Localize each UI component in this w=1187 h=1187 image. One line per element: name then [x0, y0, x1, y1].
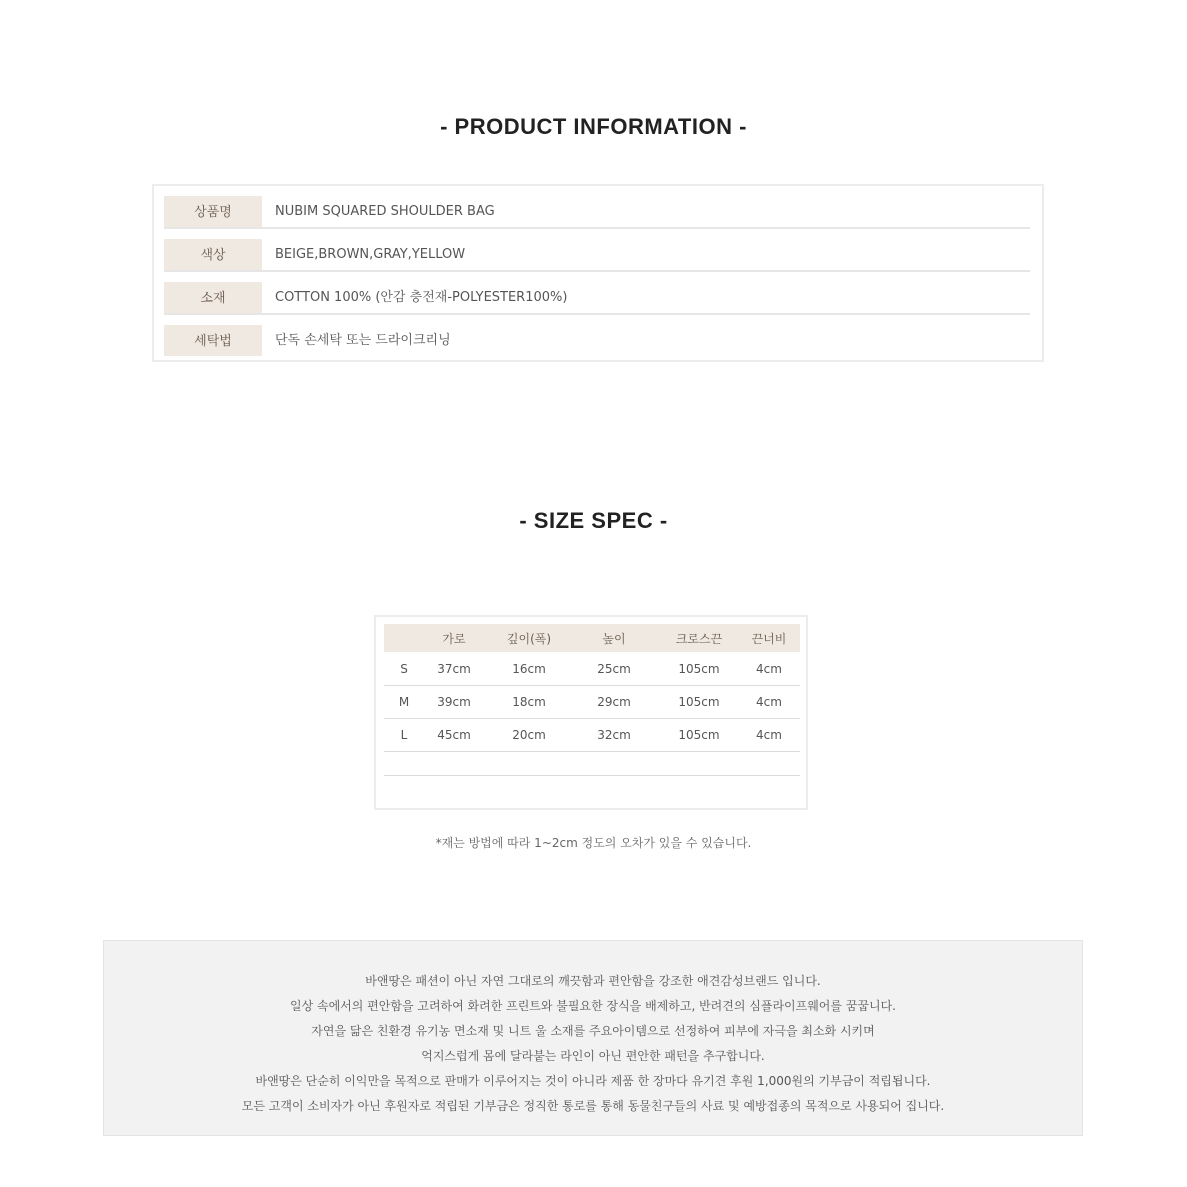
- size-cell: 105cm: [678, 661, 720, 676]
- brand-line: 바앤땅은 패션이 아닌 자연 그대로의 깨끗함과 편안함을 강조한 애견감성브랜드 입니다.: [365, 974, 821, 988]
- size-cell: S: [400, 661, 408, 676]
- product-information-title: - PRODUCT INFORMATION -: [440, 114, 747, 139]
- info-label: 소재: [164, 282, 262, 313]
- product-information-table: [152, 184, 1044, 362]
- size-cell: 37cm: [437, 661, 471, 676]
- size-cell: M: [398, 694, 410, 709]
- header-cell-strap-width: 끈너비: [751, 631, 787, 646]
- info-value: 단독 손세탁 또는 드라이크리닝: [275, 333, 451, 348]
- brand-line: 일상 속에서의 편안함을 고려하여 화려한 프린트와 불필요한 장식을 배제하고, 반려견의 심플라이프웨어를 꿈꿉니다.: [289, 999, 896, 1013]
- table-row: [384, 718, 800, 752]
- size-spec-table: [374, 615, 808, 810]
- brand-line: 억지스럽게 몸에 달라붙는 라인이 아닌 편안한 패턴을 추구합니다.: [421, 1049, 765, 1063]
- info-row-color: [164, 239, 1030, 272]
- table-row: [384, 652, 800, 686]
- size-cell: 105cm: [678, 727, 720, 742]
- info-value: COTTON 100% (안감 충전재-POLYESTER100%): [275, 290, 568, 305]
- size-cell: L: [400, 727, 408, 742]
- info-value: NUBIM SQUARED SHOULDER BAG: [275, 204, 495, 219]
- size-cell: 4cm: [756, 661, 782, 676]
- size-cell: 32cm: [597, 727, 631, 742]
- info-value: BEIGE,BROWN,GRAY,YELLOW: [275, 247, 466, 262]
- header-cell-height: 높이: [602, 631, 626, 646]
- brand-line: 모든 고객이 소비자가 아닌 후원자로 적립된 기부금은 정직한 통로를 통해 동물친구들의 사료 및 예방접종의 목적으로 사용되어 집니다.: [241, 1099, 945, 1113]
- size-cell: 29cm: [597, 694, 631, 709]
- info-row-washing: [164, 325, 1030, 356]
- size-cell: 4cm: [756, 727, 782, 742]
- size-spec-title: - SIZE SPEC -: [519, 508, 668, 533]
- table-row: [384, 685, 800, 719]
- header-cell: [384, 624, 424, 652]
- size-cell: 39cm: [437, 694, 471, 709]
- info-label: 색상: [164, 239, 262, 270]
- size-cell: 18cm: [512, 694, 546, 709]
- size-cell: 16cm: [512, 661, 546, 676]
- size-cell: 25cm: [597, 661, 631, 676]
- size-table-header: [384, 624, 800, 652]
- header-cell-strap: 크로스끈: [675, 631, 723, 646]
- brand-line: 자연을 닮은 친환경 유기농 면소재 및 니트 울 소재를 주요아이템으로 선정하여 피부에 자극을 최소화 시키며: [311, 1024, 875, 1038]
- measurement-note: *재는 방법에 따라 1~2cm 정도의 오차가 있을 수 있습니다.: [435, 836, 752, 850]
- header-cell-width: 가로: [442, 631, 466, 646]
- info-row-name: [164, 196, 1030, 229]
- size-cell: 4cm: [756, 694, 782, 709]
- info-label: 상품명: [164, 196, 262, 227]
- info-label: 세탁법: [164, 325, 262, 356]
- size-cell: 20cm: [512, 727, 546, 742]
- table-row-empty: [384, 751, 800, 776]
- header-cell-depth: 깊이(폭): [506, 631, 552, 646]
- size-cell: 105cm: [678, 694, 720, 709]
- brand-line: 바앤땅은 단순히 이익만을 목적으로 판매가 이루어지는 것이 아니라 제품 한 장마다 유기견 후원 1,000원의 기부금이 적립됩니다.: [255, 1074, 931, 1088]
- brand-description: [103, 940, 1083, 1136]
- size-cell: 45cm: [437, 727, 471, 742]
- info-row-material: [164, 282, 1030, 315]
